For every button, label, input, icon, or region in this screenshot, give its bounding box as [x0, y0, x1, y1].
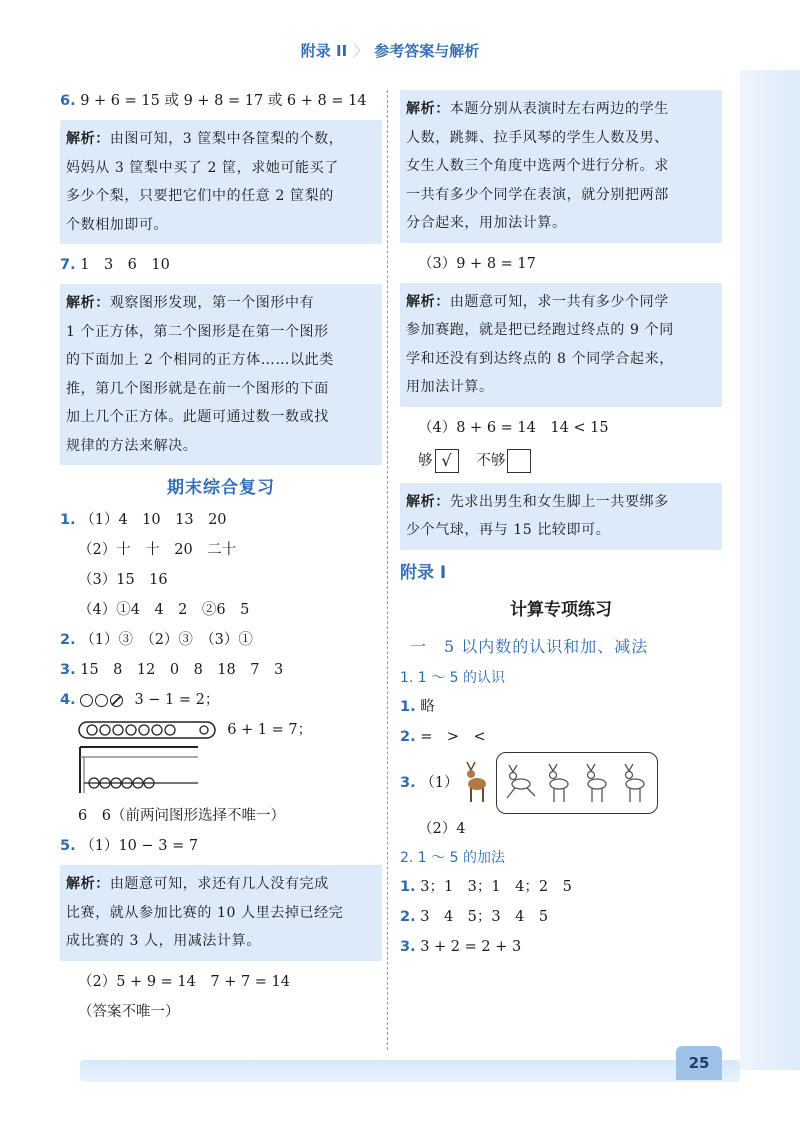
review-answer-1-2: （2）十 十 20 二十	[78, 542, 237, 558]
header-appendix: 附录 II	[300, 42, 348, 60]
enough-choice: 够 √ 不够	[400, 443, 722, 479]
s1-answer-2: 2. = > <	[400, 728, 486, 745]
review-answer-5-note: （答案不唯一）	[78, 1003, 180, 1020]
circle-icon	[80, 694, 93, 707]
section-title-final-review: 期末综合复习	[167, 478, 275, 498]
explanation-box-race: 解析：由题意可知，求一共有多少个同学 参加赛跑，就是把已经跑过终点的 9 个同 学和还没有到达终点的 8 个同学合起来， 用加法计算。	[400, 283, 722, 407]
appendix-heading: 附录 I	[400, 562, 447, 583]
review-answer-5-2: （2）5 + 9 = 14 7 + 7 = 14	[78, 973, 290, 990]
review-answer-2: 2. （1）③ （2）③ （3）①	[60, 632, 253, 648]
left-column	[60, 86, 382, 1027]
page-number: 25	[676, 1046, 722, 1080]
review-answer-4-abacus	[60, 745, 382, 801]
review-answer-1: 1. （1）4 10 13 20	[60, 512, 227, 528]
header-separator: 〉	[353, 42, 369, 60]
review-answer-1-4: （4）①4 4 2 ②6 5	[78, 602, 250, 618]
s1-answer-3-2: （2）4	[418, 820, 466, 837]
subsection-1-title: 1. 1 ～ 5 的认识	[400, 669, 505, 686]
explanation-box-review-5: 解析：由题意可知，求还有几人没有完成 比赛，就从参加比赛的 10 人里去掉已经完 成比赛的 3 人，用减法计算。	[60, 865, 382, 961]
crossed-circle-icon	[110, 694, 123, 707]
header-title: 参考答案与解析	[374, 42, 480, 60]
subsection-2-title: 2. 1 ～ 5 的加法	[400, 849, 505, 866]
review-answer-3: 3. 15 8 12 0 8 18 7 3	[60, 662, 284, 678]
page-edge-decoration	[740, 70, 800, 1070]
review-answer-4-beads: 6 + 1 = 7；	[60, 715, 382, 745]
s2-answer-1: 1. 3；1 3；1 4；2 5	[400, 878, 572, 895]
right-column	[400, 86, 722, 962]
s2-answer-2: 2. 3 4 5；3 4 5	[400, 908, 549, 925]
answer-7: 7. 1 3 6 10	[60, 257, 170, 273]
deer-group-frame	[496, 752, 658, 814]
checked-box: √	[435, 449, 459, 473]
answer-part-4: （4）8 + 6 = 14 14 < 15	[418, 419, 609, 436]
review-answer-1-3: （3）15 16	[78, 572, 168, 588]
empty-box	[507, 449, 531, 473]
explanation-box-7: 解析：观察图形发现，第一个图形中有 1 个正方体，第二个图形是在第一个图形 的下面加上 2 个相同的正方体……以此类 推，第几个图形就是在前一个图形的下面 加上几个正方体。此题可通过数一数或找 规律的方法来解决。	[60, 284, 382, 465]
deer-icon	[463, 760, 491, 806]
review-answer-4: 4. 3 − 1 = 2；	[60, 692, 220, 708]
unit-title: 一 5 以内数的认识和加、减法	[410, 636, 649, 656]
bottom-decoration	[80, 1060, 740, 1082]
page-header	[50, 40, 730, 61]
explanation-box-6: 解析：由图可知，3 筐梨中各筐梨的个数， 妈妈从 3 筐梨中买了 2 筐，求她可能买了 多少个梨，只要把它们中的任意 2 筐梨的 个数相加即可。	[60, 120, 382, 244]
s2-answer-3: 3. 3 + 2 = 2 + 3	[400, 938, 522, 955]
s1-answer-1: 1. 略	[400, 698, 435, 715]
calc-practice-title: 计算专项练习	[510, 599, 612, 620]
bead-frame-icon	[78, 719, 218, 741]
review-answer-5: 5. （1）10 − 3 = 7	[60, 838, 199, 854]
book-page	[50, 30, 730, 1060]
answer-6: 6. 9 + 6 = 15 或 9 + 8 = 17 或 6 + 8 = 14	[60, 93, 367, 109]
circle-icon	[95, 694, 108, 707]
s1-answer-3: 3. （1）	[400, 752, 722, 814]
column-divider	[387, 90, 388, 1050]
abacus-icon	[78, 745, 208, 797]
answer-part-3: （3）9 + 8 = 17	[418, 255, 536, 272]
review-answer-4-note: 6 6（前两问图形选择不唯一）	[78, 808, 285, 824]
deer-group-icon	[503, 762, 651, 804]
explanation-box-balloons: 解析：先求出男生和女生脚上一共要绑多 少个气球，再与 15 比较即可。	[400, 483, 722, 550]
explanation-box-performance: 解析：本题分别从表演时左右两边的学生 人数，跳舞、拉手风琴的学生人数及男、 女生人数三个角度中选两个进行分析。求 一共有多少个同学在表演，就分别把两部 分合起来，用加法计算。	[400, 90, 722, 243]
